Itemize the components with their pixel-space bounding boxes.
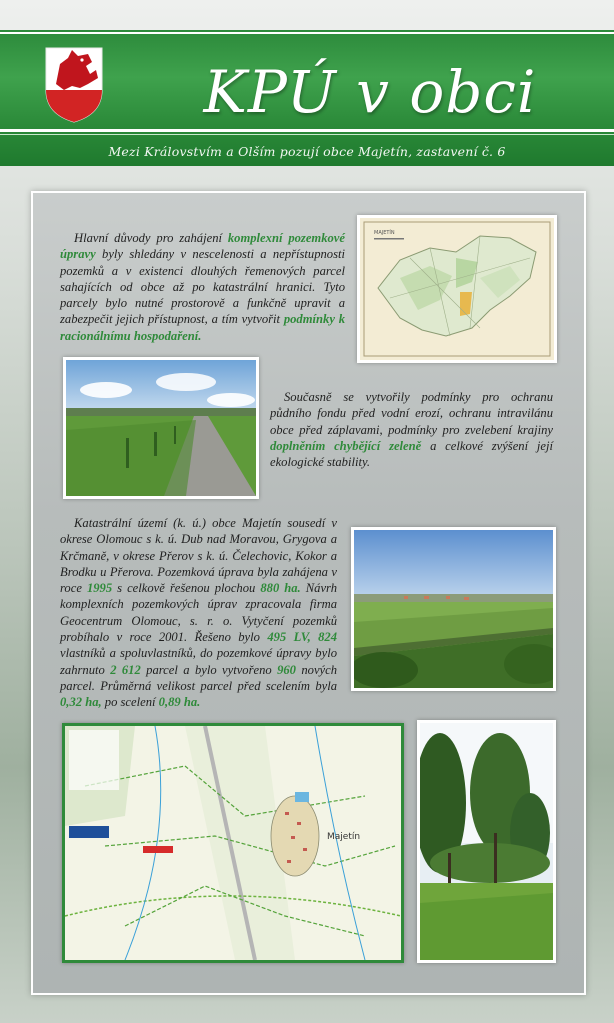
village-map-label: Majetín	[327, 832, 361, 842]
value-area: 880 ha.	[260, 581, 301, 596]
paragraph-cadastre: Katastrální území (k. ú.) obce Majetín sousedí v okrese Olomouc s k. ú. Dub nad Moravou, Grygova a Krčmaně, v okrese Přerov s k. ú. Čelechovic, Kokor a Brodku u Přerova. Pozemková úprava byla zahájena v roce 1995 s celkově řešenou plochou 880 ha. Návrh komplexních pozemkových úprav zpracovala firma Geocentrum Olomouc, s. r. o. Vytyčení pozemků probíhalo v roce 2001. Řešeno bylo 495 LV, 824 vlastníků a spoluvlastníků, do pozemkové úpravy bylo zahrnuto 2 612 parcel a bylo vytvořeno 960 nových parcel. Průměrná velikost parcel před scelením byla 0,32 ha, po scelení 0,89 ha.	[60, 516, 338, 710]
svg-text:MAJETÍN: MAJETÍN	[374, 230, 395, 236]
value-parcels-new: 960	[277, 662, 296, 677]
value-size-after: 0,89 ha.	[158, 695, 201, 710]
content-panel	[31, 191, 586, 995]
header-rule-thin	[0, 134, 614, 135]
header-rule-bottom	[0, 129, 614, 132]
page-title: KPÚ v obci	[203, 58, 537, 126]
photo-trees	[417, 720, 556, 963]
village-map	[62, 723, 404, 963]
highlight-podminky: podmínky k racionálnímu hospodaření.	[60, 312, 345, 343]
header-band	[0, 30, 614, 166]
photo-landscape	[351, 527, 556, 691]
cadastral-map-image	[357, 215, 557, 363]
highlight-komplexni: komplexní pozemkové úpravy	[60, 231, 345, 262]
municipal-crest-icon	[42, 44, 106, 124]
page-subtitle: Mezi Královstvím a Olším pozují obce Majetín, zastavení č. 6	[108, 144, 506, 159]
value-year: 1995	[86, 581, 113, 596]
value-size-before: 0,32 ha,	[60, 695, 102, 710]
value-lv: 495 LV,	[267, 630, 311, 645]
header-rule-top	[0, 32, 614, 34]
value-owners: 824	[318, 630, 337, 645]
value-parcels-in: 2 612	[110, 662, 141, 677]
paragraph-conditions: Současně se vytvořily podmínky pro ochranu půdního fondu před vodní erozí, ochranu intravilánu obce před záplavami, podmínky pro zvelebení krajiny doplněním chybějící zeleně a celkové zvýšení její ekologické stability.	[270, 390, 553, 470]
highlight-zelen: doplněním chybějící zeleně	[270, 438, 422, 453]
photo-field-road	[63, 357, 259, 499]
paragraph-reasons: Hlavní důvody pro zahájení komplexní pozemkové úpravy byly shledány v nescelenosti a nepřístupnosti pozemků a v existenci dlouhých řemenových parcel sahajících od obce až po katastrální hranici. Tyto parcely bylo nutné prostorově a funkčně upravit a zabezpečit jejich přístupnost, a tím vytvořit podmínky k racionálnímu hospodaření.	[60, 231, 345, 343]
